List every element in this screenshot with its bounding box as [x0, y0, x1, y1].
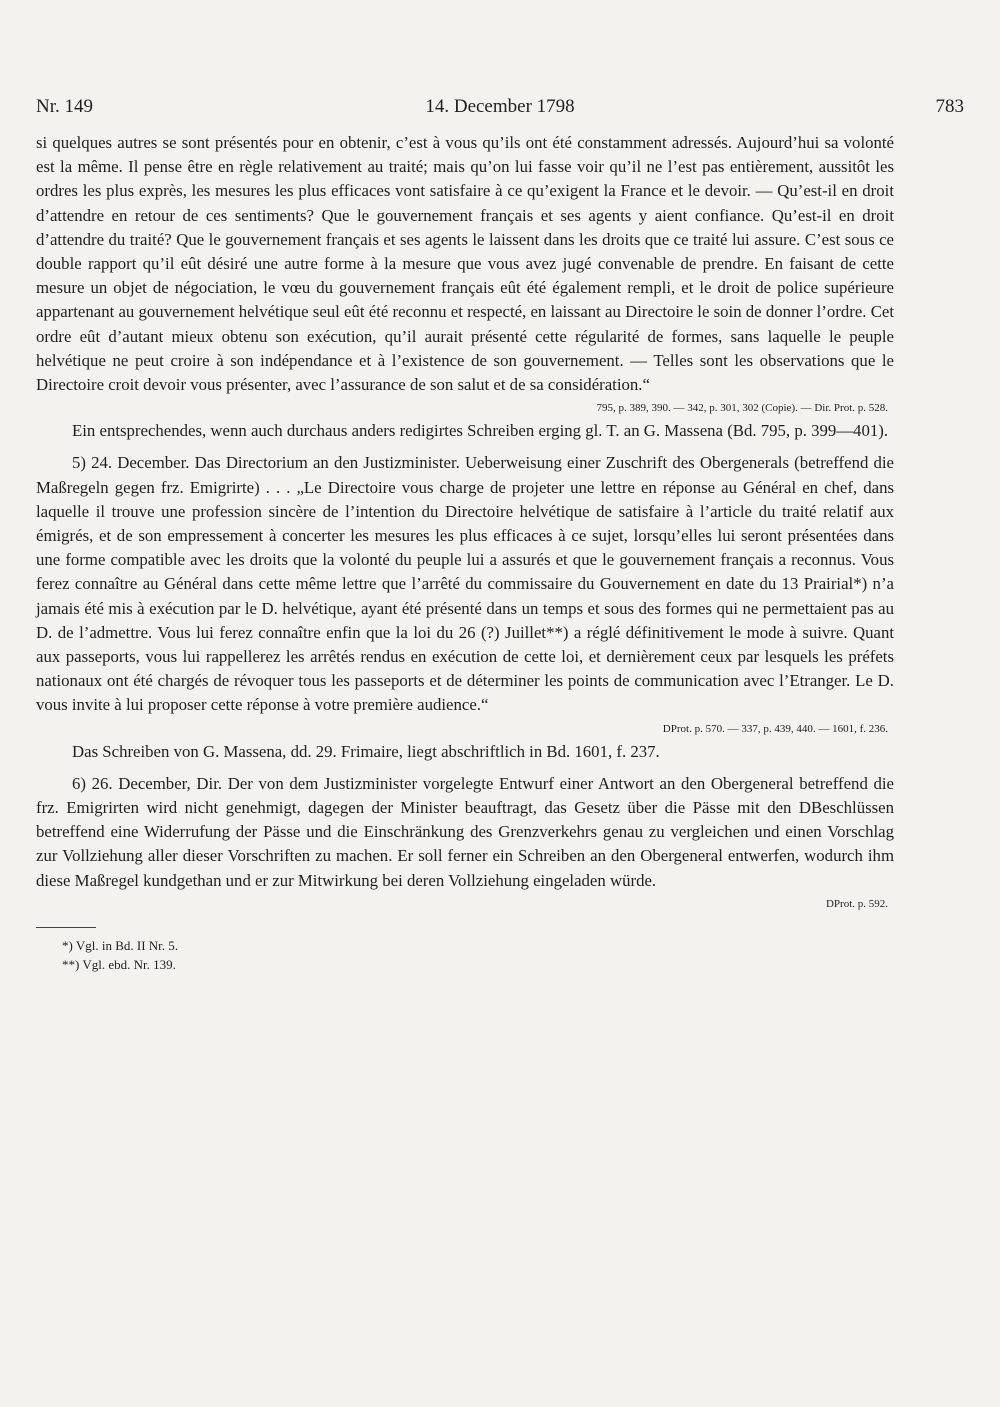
document-number: Nr. 149 — [36, 96, 93, 117]
page-body — [36, 131, 894, 974]
footnote: **) Vgl. ebd. Nr. 139. — [62, 956, 176, 972]
paragraph-massena-frimaire: Das Schreiben von G. Massena, dd. 29. Frimaire, liegt abschriftlich in Bd. 1601, f. 237. — [72, 741, 660, 761]
document-date: 14. December 1798 — [425, 96, 575, 117]
paragraph-entry-6: 6) 26. December, Dir. Der von dem Justizminister vorgelegte Entwurf einer Antwort an den Obergeneral betreffend die frz. Emigrirten wird nicht genehmigt, dagegen der Minister beauftragt, das Gesetz über die Pässe mit den DBeschlüssen betreffend eine Widerrufung der Pässe und die Einschränkung des Grenzverkehrs genau zu vergleichen und einen Vorschlag zur Vollziehung aller dieser Vorschriften zu machen. Er soll ferner ein Schreiben an den Obergeneral entwerfen, wodurch ihm diese Maßregel kundgethan und er zur Mitwirkung bei deren Vollziehung eingeladen würde. — [36, 773, 894, 890]
source-reference: DProt. p. 592. — [825, 897, 888, 910]
paragraph-entry-5: 5) 24. December. Das Directorium an den Justizminister. Ueberweisung einer Zuschrift des Obergenerals (betreffend die Maßregeln gegen frz. Emigrirte) . . . „Le Directoire vous charge de projeter une lettre en réponse au Général en chef, dans laquelle il trouve une profession sincère de l’intention du Directoire helvétique de satisfaire à l’article du traité relatif aux émigrés, et de son empressement à concerter les mesures les plus efficaces à ce sujet, lorsqu’elles lui seront présentées dans une forme compatible avec les droits que la volonté du peuple lui a assurés et que le gouvernement français a reconnus. Vous ferez connaître au Général dans cette même lettre que l’arrêté du commissaire du Gouvernement en date du 13 Prairial*) n’a jamais été mis à exécution par le D. helvétique, ayant été présenté dans un temps et sous des formes qui ne permettaient pas au D. de l’admettre. Vous lui ferez connaître enfin que la loi du 26 (?) Juillet**) a réglé définitivement le mode à suivre. Quant aux passeports, vous lui rappellerez les arrêtés rendus en exécution de cette loi, et dernièrement ceux par lesquels les préfets nationaux ont été chargés de révoquer tous les passeports et de déterminer les points de communication avec l’Etranger. Le D. vous invite à lui proposer cette réponse à votre première audience.“ — [36, 453, 894, 715]
source-reference: DProt. p. 570. — 337, p. 439, 440. — 1601, f. 236. — [662, 722, 888, 735]
paragraph-massena-letter: Ein entsprechendes, wenn auch durchaus anders redigirtes Schreiben erging gl. T. an G. Massena (Bd. 795, p. 399—401). — [72, 421, 889, 441]
page-header — [36, 96, 964, 122]
footnote-divider — [36, 927, 96, 928]
source-reference: 795, p. 389, 390. — 342, p. 301, 302 (Copie). — Dir. Prot. p. 528. — [596, 402, 888, 415]
page-number: 783 — [935, 96, 964, 117]
footnote: *) Vgl. in Bd. II Nr. 5. — [62, 937, 179, 953]
paragraph-french-letter-continuation: si quelques autres se sont présentés pour en obtenir, c’est à vous qu’ils ont été constamment adressés. Aujourd’hui sa volonté est la même. Il pense être en règle relativement au traité; mais qu’on lui fasse voir qu’il ne l’est pas entièrement, aussitôt les ordres les plus exprès, les mesures les plus efficaces vont satisfaire à ce qu’exigent la France et le devoir. — Qu’est-il en droit d’attendre en retour de ces sentiments? Que le gouvernement français et ses agents y aient confiance. Qu’est-il en droit d’attendre du traité? Que le gouvernement français et ses agents le laissent dans les droits que ce traité lui assure. C’est sous ce double rapport qu’il eût désiré une autre forme à la mesure que vous avez jugé convenable de prendre. En faisant de cette mesure un objet de négociation, le vœu du gouvernement français eût été également rempli, et le droit de police supérieure appartenant au gouvernement helvétique seul eût été reconnu et respecté, en laissant au Directoire le soin de donner l’ordre. Cet ordre eût d’autant mieux obtenu son exécution, qu’il aurait présenté cette régularité de formes, sans laquelle le peuple helvétique ne peut croire à son indépendance et à l’existence de son gouvernement. — Telles sont les observations que le Directoire croit devoir vous présenter, avec l’assurance de son salut et de sa considération.“ — [36, 133, 894, 395]
